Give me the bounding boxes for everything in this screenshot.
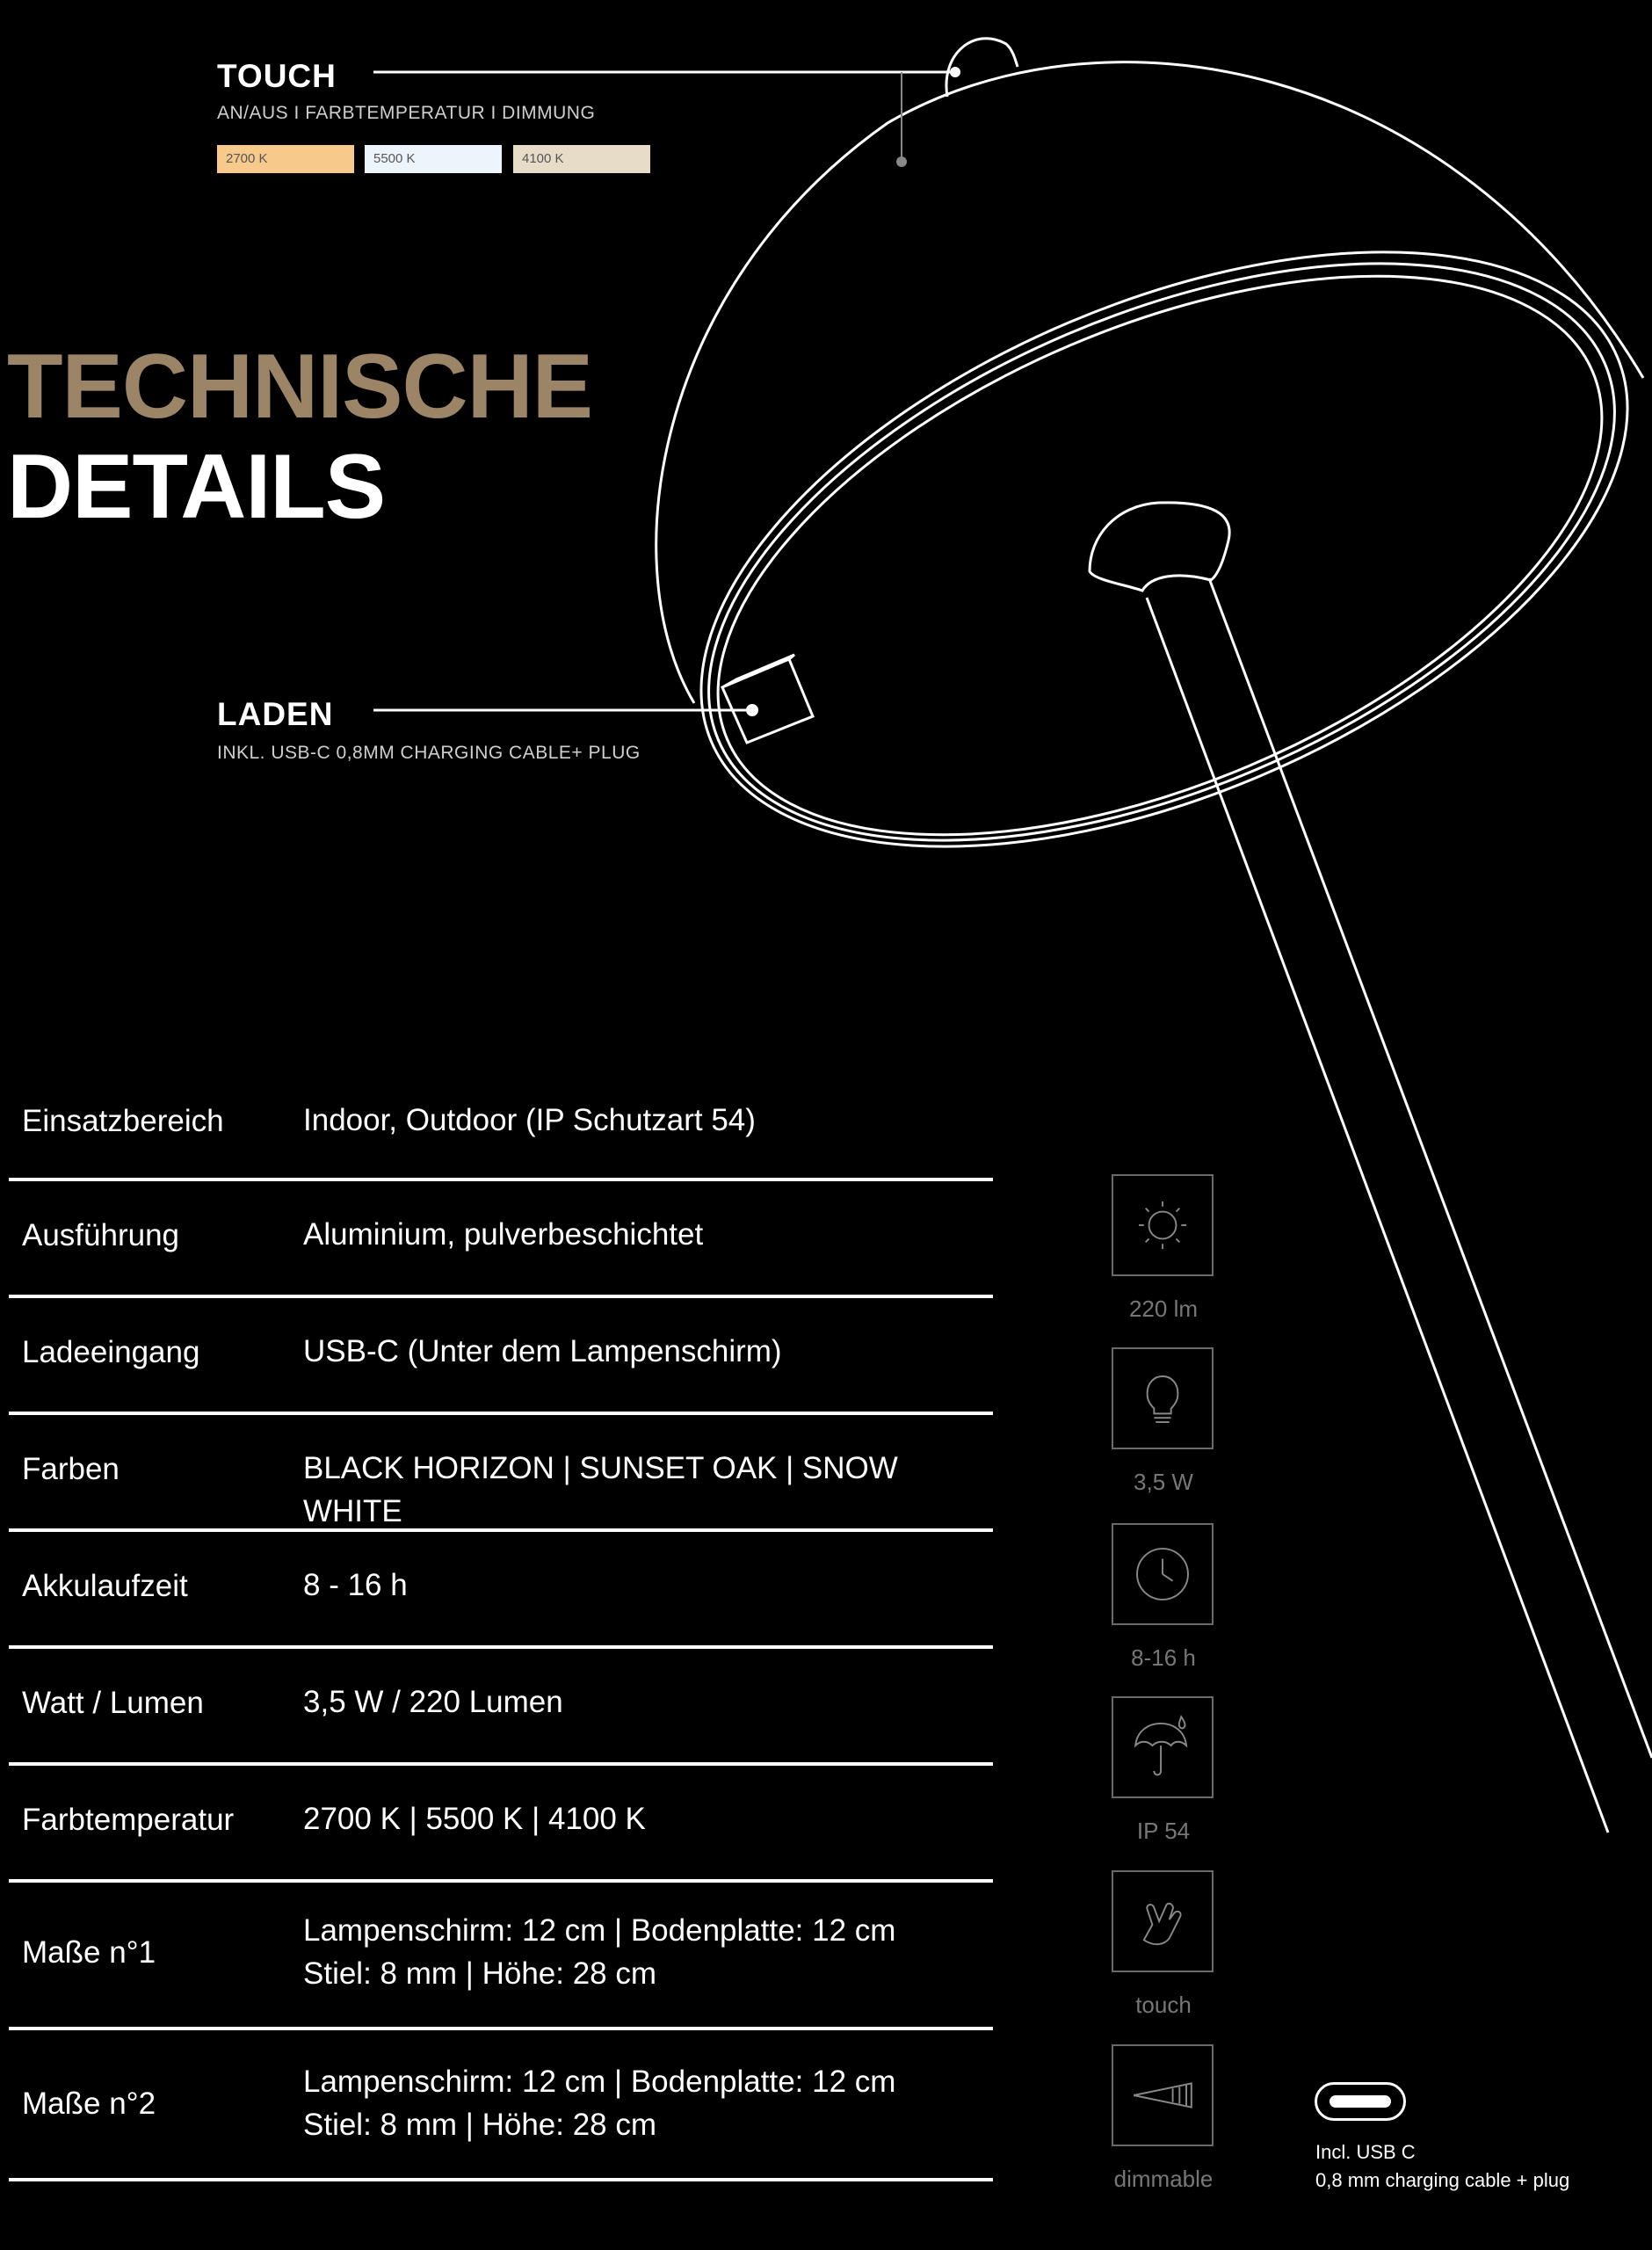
spec-label: Maße n°2: [22, 2087, 156, 2121]
spec-label: Ausführung: [22, 1218, 180, 1252]
icon-label: 8-16 h: [1131, 1644, 1196, 1671]
icon-label: dimmable: [1113, 2166, 1214, 2192]
spec-label: Akkulaufzeit: [22, 1569, 188, 1603]
heading-details: DETAILS: [7, 436, 386, 538]
table-row: [9, 1415, 993, 1532]
usb-note-line2: 0,8 mm charging cable + plug: [1315, 2169, 1570, 2191]
table-row: [9, 1532, 993, 1649]
table-row: [9, 1649, 993, 1766]
spec-table: [9, 1081, 993, 2181]
swatch-5500k: 5500 K: [365, 145, 502, 173]
icon-label: 3,5 W: [1134, 1469, 1193, 1495]
table-row: [9, 1081, 993, 1181]
spec-value: Lampenschirm: 12 cm | Bodenplatte: 12 cm: [303, 1913, 896, 1948]
table-row: [9, 1298, 993, 1415]
spec-value: Indoor, Outdoor (IP Schutzart 54): [303, 1103, 756, 1137]
spec-value: Lampenschirm: 12 cm | Bodenplatte: 12 cm: [303, 2065, 896, 2099]
swatch-2700k: 2700 K: [217, 145, 354, 173]
touch-subtitle: AN/AUS I FARBTEMPERATUR I DIMMUNG: [217, 103, 596, 123]
sun-icon: [1112, 1174, 1214, 1276]
lamp-stem-fitting: [1090, 503, 1229, 591]
table-row: [9, 2030, 993, 2181]
spec-label: Farben: [22, 1452, 120, 1486]
spec-label: Einsatzbereich: [22, 1104, 224, 1138]
clock-icon: [1112, 1523, 1214, 1625]
heading-technische: TECHNISCHE: [7, 336, 593, 438]
table-row: [9, 1181, 993, 1298]
spec-value-line2: Stiel: 8 mm | Höhe: 28 cm: [303, 1956, 657, 1991]
spec-value: 2700 K | 5500 K | 4100 K: [303, 1802, 646, 1836]
usb-c-icon: [1315, 2082, 1406, 2121]
spec-label: Maße n°1: [22, 1935, 156, 1970]
icon-label: touch: [1135, 1992, 1192, 2018]
spec-value: 3,5 W / 220 Lumen: [303, 1685, 563, 1719]
icon-label: 220 lm: [1128, 1296, 1199, 1322]
swatch-4100k: 4100 K: [513, 145, 650, 173]
spec-value: Aluminium, pulverbeschichtet: [303, 1217, 704, 1252]
lamp-usb-port: [722, 655, 813, 743]
spec-label: Ladeeingang: [22, 1335, 200, 1369]
spec-value-line2: Stiel: 8 mm | Höhe: 28 cm: [303, 2108, 657, 2142]
umbrella-icon: [1112, 1696, 1214, 1798]
touch-hand-icon: [1112, 1870, 1214, 1972]
laden-subtitle: INKL. USB-C 0,8MM CHARGING CABLE+ PLUG: [217, 743, 641, 763]
spec-value: 8 - 16 h: [303, 1568, 408, 1602]
spec-value: BLACK HORIZON | SUNSET OAK | SNOW WHITE: [303, 1451, 898, 1528]
bulb-icon: [1112, 1347, 1214, 1449]
table-row: [9, 1883, 993, 2030]
table-row: [9, 1766, 993, 1883]
icon-label: IP 54: [1136, 1818, 1191, 1844]
touch-title: TOUCH: [217, 58, 337, 94]
spec-value: USB-C (Unter dem Lampenschirm): [303, 1334, 782, 1368]
laden-title: LADEN: [217, 696, 334, 732]
dimmer-icon: [1112, 2044, 1214, 2146]
lamp-stem-right: [1209, 578, 1652, 1758]
usb-note-line1: Incl. USB C: [1315, 2141, 1416, 2163]
lamp-shade-rim: [615, 130, 1652, 968]
spec-label: Farbtemperatur: [22, 1803, 235, 1837]
touch-callout-vert-dot: [896, 156, 907, 167]
spec-label: Watt / Lumen: [22, 1686, 204, 1720]
